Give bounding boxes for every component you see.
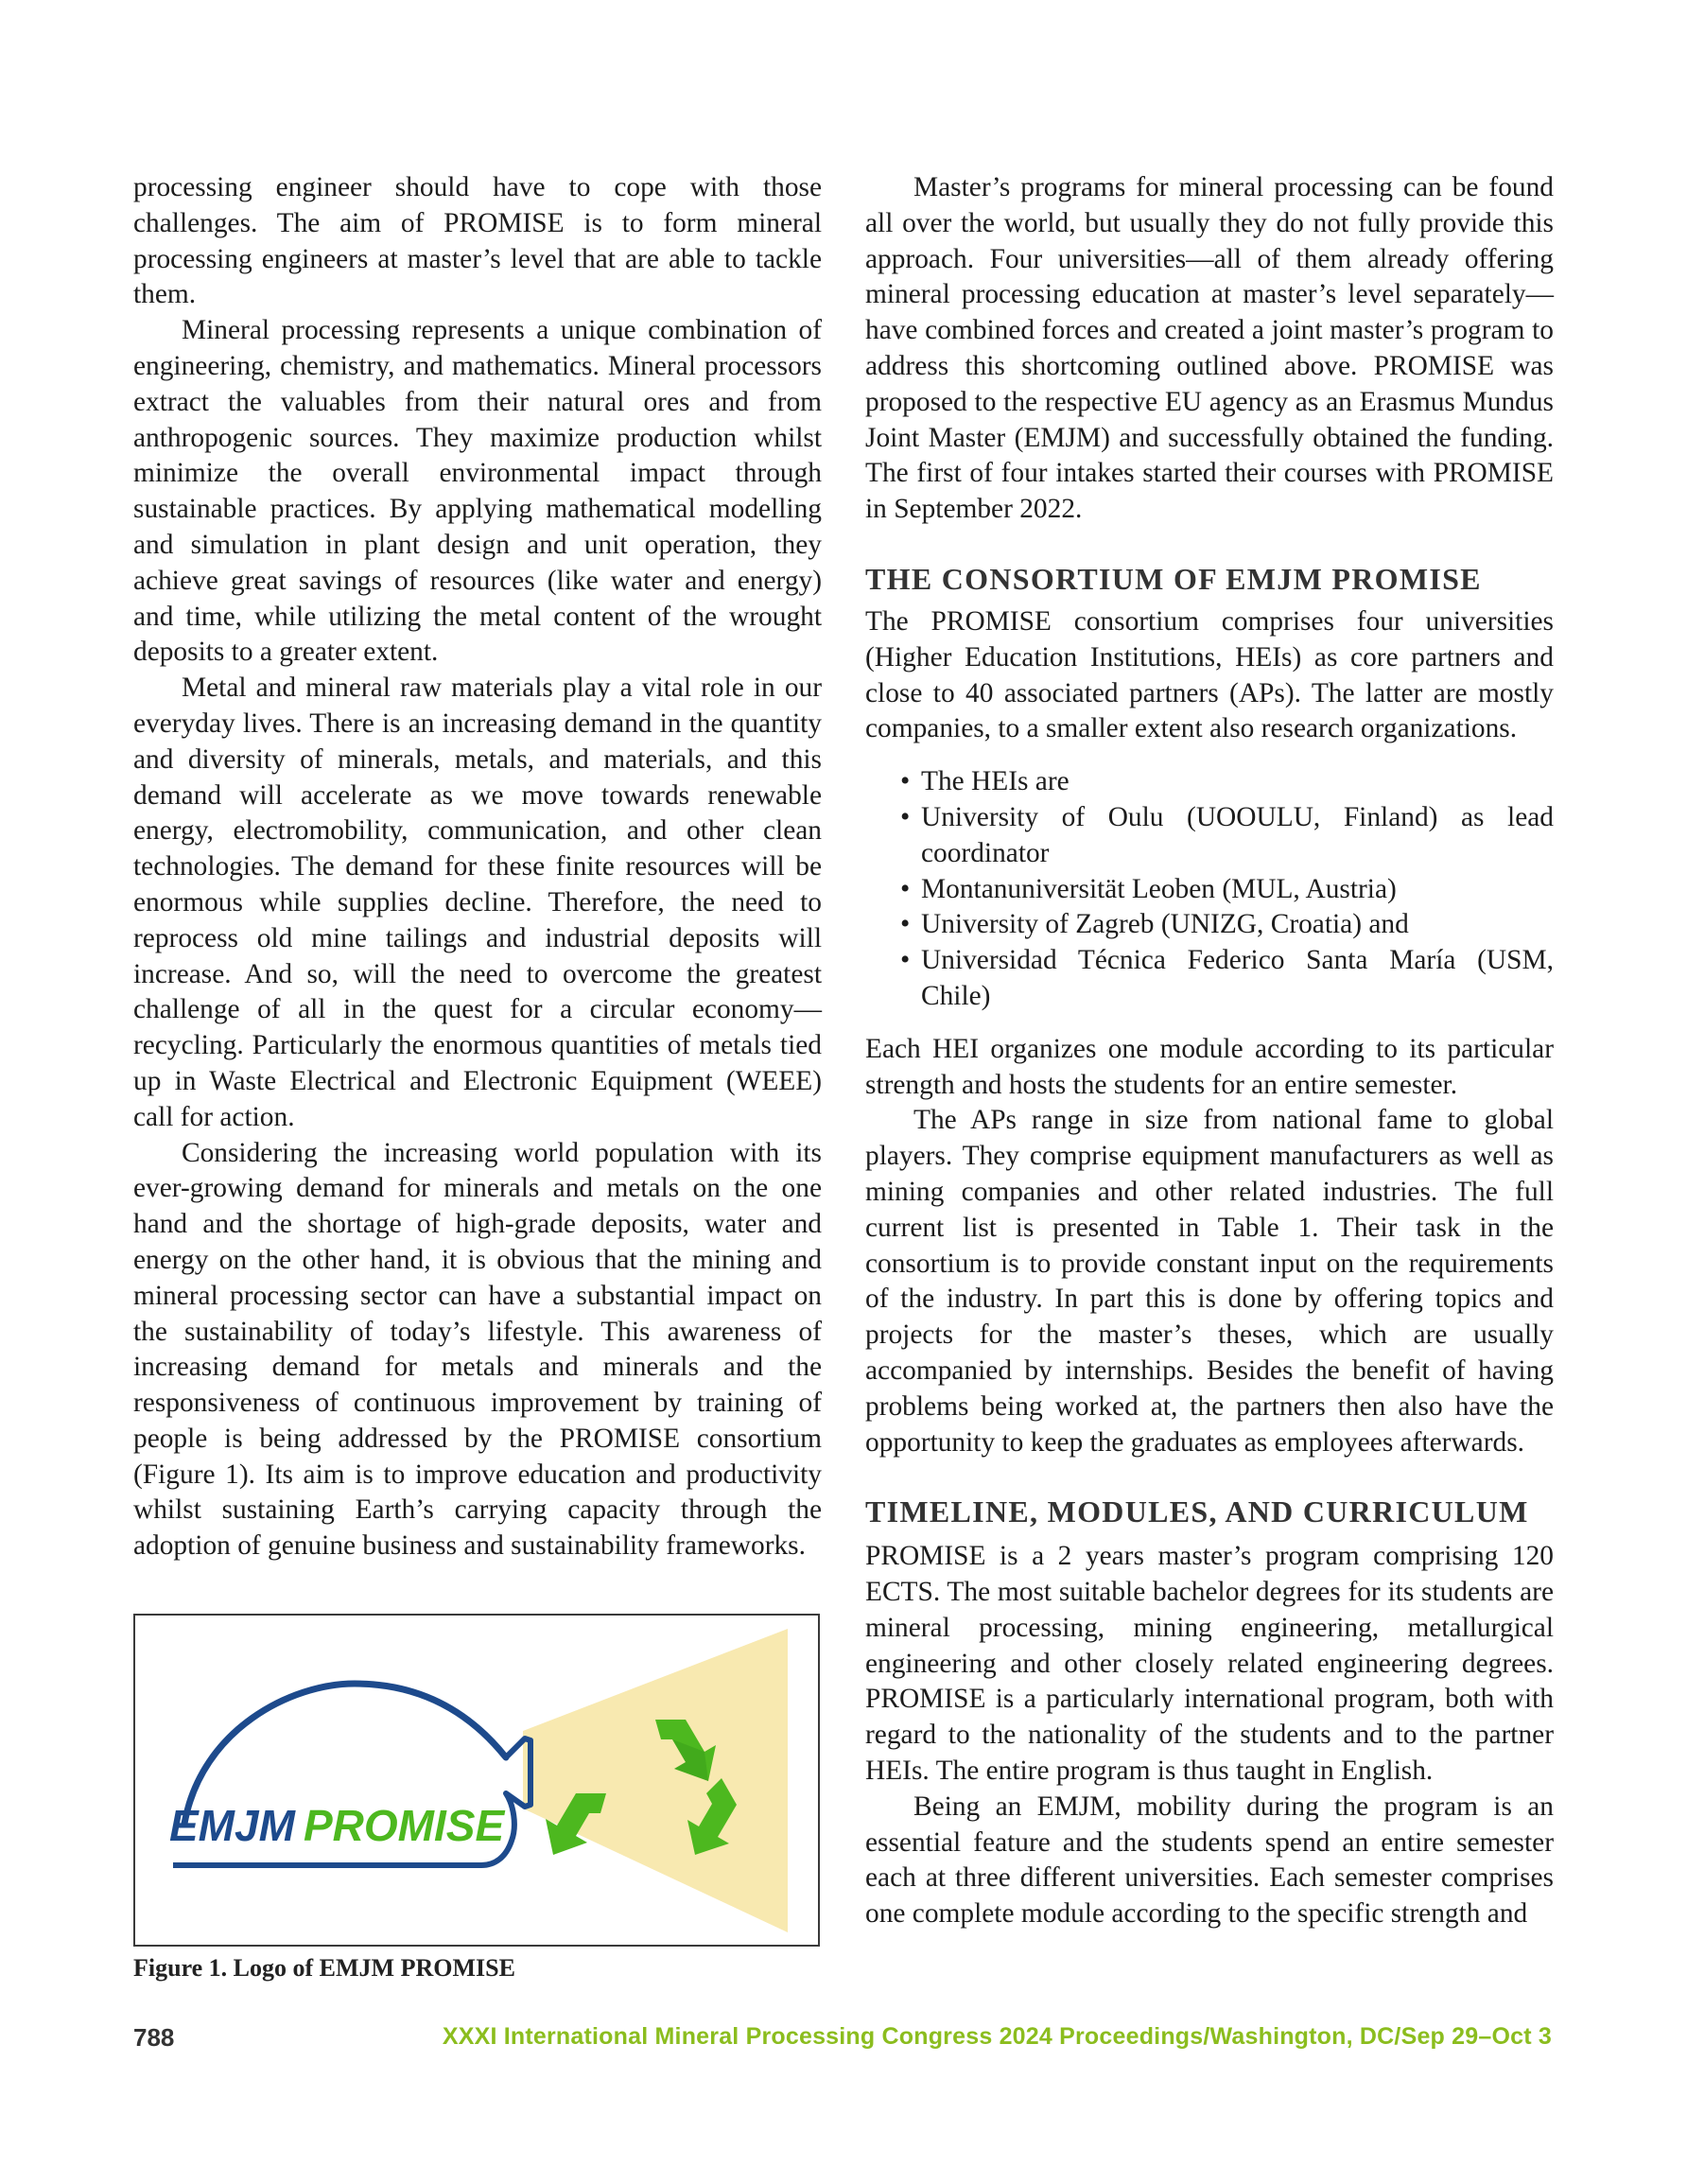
paragraph-world-population: Considering the increasing world population with its ever-growing demand for minerals and metals on the one hand and the shortage of high-grade deposits, water and energy on the other hand, it is obvious that the mining and mineral processing sector can have a substantial impact on the sustainability of today’s lifestyle. This awareness of increasing demand for metals and minerals and the responsiveness of continuous improvement by training of people is being addressed by the PROMISE consortium (Figure 1). Its aim is to improve education and productivity whilst sustaining Earth’s carrying capacity through the adoption of genuine business and sustainability frameworks. bbox=[133, 1137, 822, 1562]
list-item: • The HEIs are bbox=[900, 764, 1554, 800]
logo-text-emjm: EMJM bbox=[169, 1801, 295, 1850]
list-item: • Montanuniversität Leoben (MUL, Austria) bbox=[900, 872, 1554, 908]
paragraph-program-overview: PROMISE is a 2 years master’s program comprising 120 ECTS. The most suitable bachelor degrees for its students are mineral processing, mining engineering, metallurgical engineering and other closely related engineering degrees. PROMISE is a particularly international program, both with regard to the nationality of the students and to the partner HEIs. The entire program is thus taught in English. bbox=[865, 1541, 1554, 1787]
paragraph-mineral-processing: Mineral processing represents a unique combination of engineering, chemistry, and mathematics. Mineral processors extract the valuables from their natural ores and from anthropogenic sources. They maximize production whilst minimize the overall environmental impact through sustainable practices. By applying mathematical modelling and simulation in plant design and unit operation, they achieve great savings of resources (like water and energy) and time, while utilizing the metal content of the wrought deposits to a greater extent. bbox=[133, 315, 822, 668]
figure-1-logo bbox=[133, 1614, 820, 1947]
figure-caption: Figure 1. Logo of EMJM PROMISE bbox=[133, 1954, 515, 1982]
hei-list bbox=[865, 764, 1554, 1015]
list-item: • Universidad Técnica Federico Santa María (USM, Chile) bbox=[900, 943, 1554, 1015]
left-column bbox=[133, 170, 822, 1564]
list-item: • University of Zagreb (UNIZG, Croatia) and bbox=[900, 907, 1554, 943]
list-item: • University of Oulu (UOOULU, Finland) as lead coordinator bbox=[900, 800, 1554, 872]
emjm-promise-logo bbox=[135, 1616, 818, 1945]
paragraph-challenges: processing engineer should have to cope with those challenges. The aim of PROMISE is to form mineral processing engineers at master’s level that are able to tackle them. bbox=[133, 172, 822, 310]
proceedings-title: XXXI International Mineral Processing Congress 2024 Proceedings/Washington, DC/Sep 29–Oct 3 bbox=[442, 2023, 1552, 2050]
paragraph-raw-materials: Metal and mineral raw materials play a vital role in our everyday lives. There is an increasing demand in the quantity and diversity of minerals, metals, and materials, and this demand will accelerate as we move towards renewable energy, electromobility, communication, and other clean technologies. The demand for these finite resources will be enormous while supplies decline. Therefore, the need to reprocess old mine tailings and industrial deposits will increase. And so, will the need to overcome the greatest challenge of all in the quest for a circular economy—recycling. Particularly the enormous quantities of metals tied up in Waste Electrical and Electronic Equipment (WEEE) call for action. bbox=[133, 673, 822, 1132]
paragraph-masters-programs: Master’s programs for mineral processing can be found all over the world, but usually they do not fully provide this approach. Four universities—all of them already offering mineral processing education at master’s level separately—have combined forces and created a joint master’s program to address this shortcoming outlined above. PROMISE was proposed to the respective EU agency as an Erasmus Mundus Joint Master (EMJM) and successfully obtained the funding. The first of four intakes started their courses with PROMISE in September 2022. bbox=[865, 172, 1554, 525]
section-heading-consortium: THE CONSORTIUM OF EMJM PROMISE bbox=[865, 561, 1482, 596]
right-column bbox=[865, 170, 1554, 1932]
paragraph-consortium: The PROMISE consortium comprises four universities (Higher Education Institutions, HEIs) as core partners and close to 40 associated partners (APs). The latter are mostly companies, to a smaller extent also research organizations. bbox=[865, 605, 1554, 744]
paragraph-hei-modules: Each HEI organizes one module according to its particular strength and hosts the students for an entire semester. bbox=[865, 1033, 1554, 1100]
paragraph-mobility: Being an EMJM, mobility during the program is an essential feature and the students spend an entire semester each at three different universities. Each semester comprises one complete module according to the specific strength and bbox=[865, 1791, 1554, 1930]
logo-text-promise: PROMISE bbox=[304, 1801, 505, 1850]
page-number: 788 bbox=[133, 2023, 175, 2052]
light-beam bbox=[523, 1629, 788, 1932]
section-heading-timeline: TIMELINE, MODULES, AND CURRICULUM bbox=[865, 1494, 1529, 1529]
paragraph-associated-partners: The APs range in size from national fame to global players. They comprise equipment manufacturers as well as mining companies and other related industries. The full current list is presented in Table 1. Their task in the consortium is to provide constant input on the requirements of the industry. In part this is done by offering topics and projects for the master’s theses, which are usually accompanied by internships. Besides the benefit of having problems being worked at, the partners then also have the opportunity to keep the graduates as employees afterwards. bbox=[865, 1105, 1554, 1458]
